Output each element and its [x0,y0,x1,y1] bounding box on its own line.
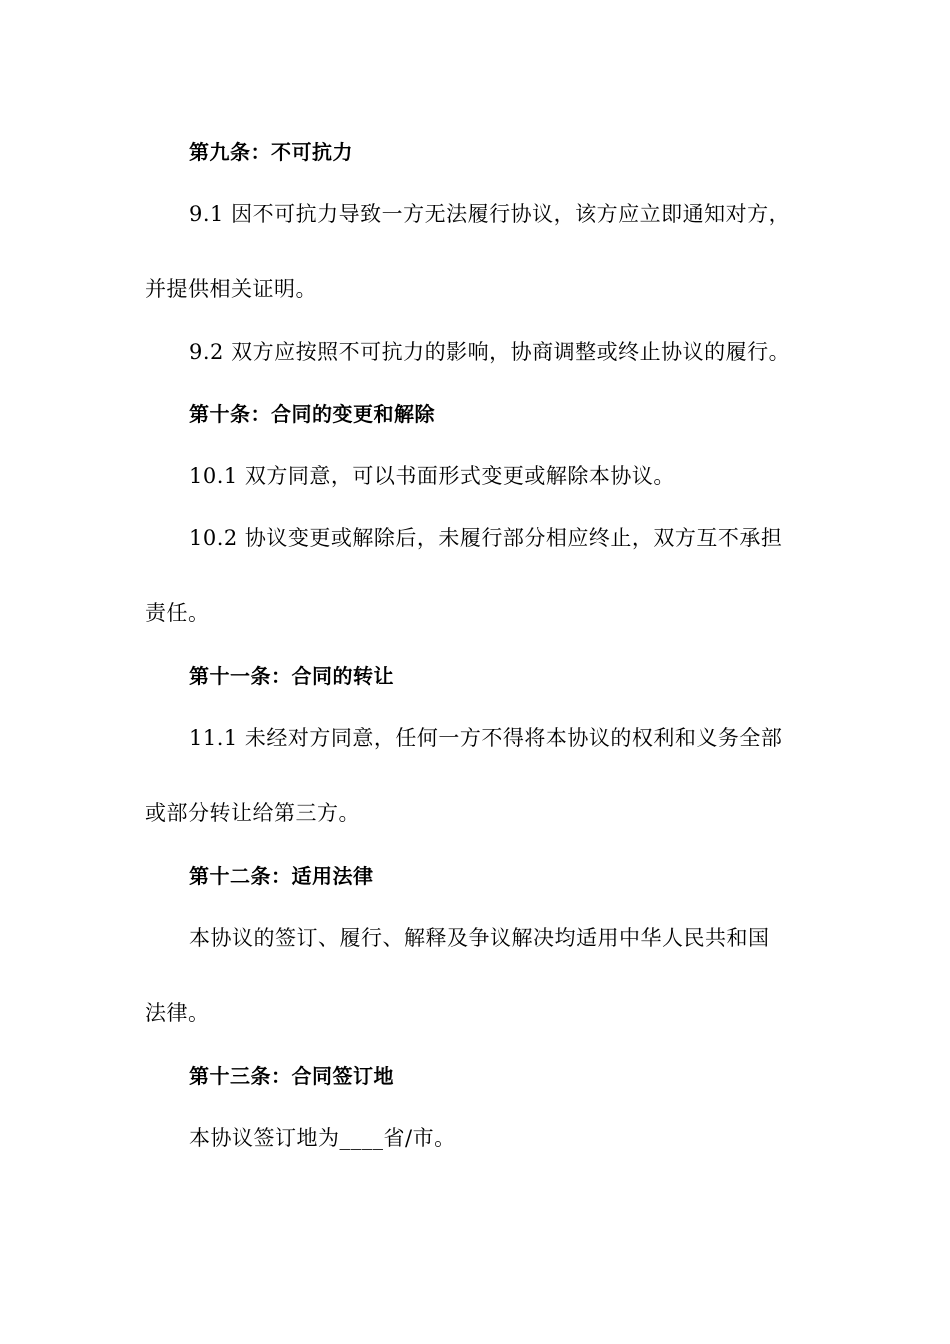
section-heading: 第九条：不可抗力 [189,140,353,164]
paragraph-line: 本协议的签订、履行、解释及争议解决均适用中华人民共和国 [189,926,770,950]
section-heading: 第十条：合同的变更和解除 [189,402,435,426]
paragraph-line: 责任。 [145,601,210,625]
paragraph-line: 或部分转让给第三方。 [145,801,360,825]
paragraph-line: 法律。 [145,1001,210,1025]
paragraph-line: 并提供相关证明。 [145,277,317,301]
paragraph-line: 10.2 协议变更或解除后，未履行部分相应终止，双方互不承担 [189,526,783,550]
paragraph-line: 本协议签订地为____省/市。 [189,1126,456,1150]
paragraph-line: 9.1 因不可抗力导致一方无法履行协议，该方应立即通知对方， [189,202,791,226]
section-heading: 第十一条：合同的转让 [189,664,394,688]
paragraph-line: 11.1 未经对方同意，任何一方不得将本协议的权利和义务全部 [189,726,783,750]
paragraph-line: 10.1 双方同意，可以书面形式变更或解除本协议。 [189,464,675,488]
section-heading: 第十三条：合同签订地 [189,1064,394,1088]
section-heading: 第十二条：适用法律 [189,864,374,888]
paragraph-line: 9.2 双方应按照不可抗力的影响，协商调整或终止协议的履行。 [189,340,791,364]
